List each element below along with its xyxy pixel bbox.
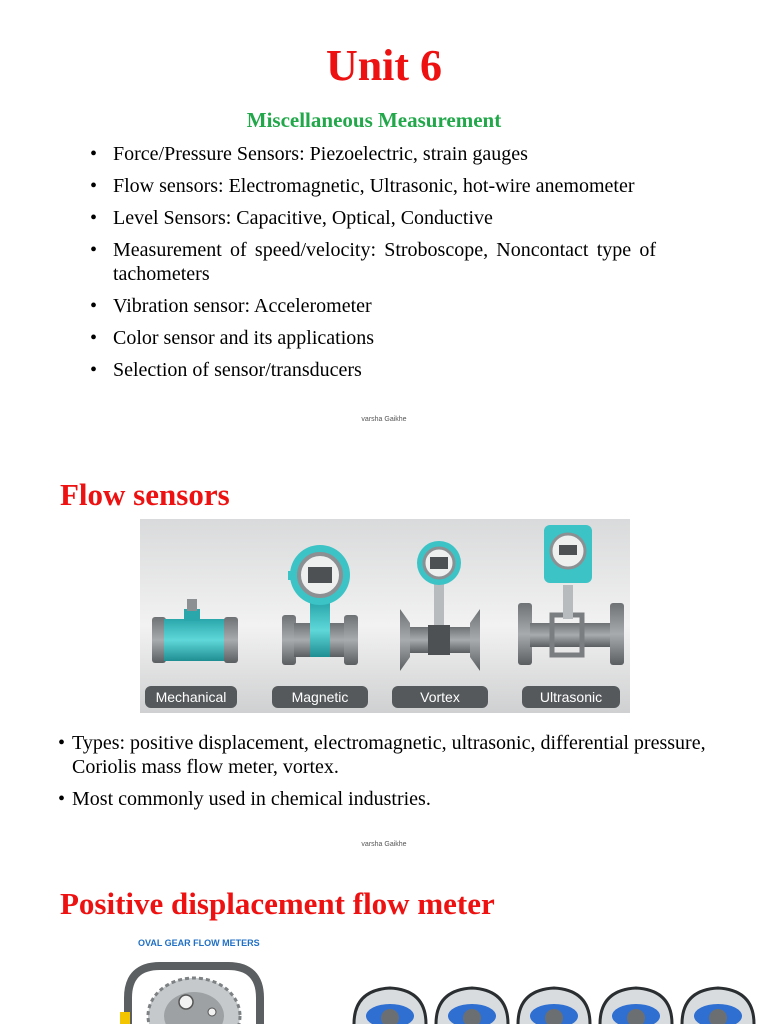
slide-unit-6 (0, 0, 768, 440)
list-item: • Selection of sensor/transducers (90, 358, 656, 382)
label-mechanical: Mechanical (155, 689, 227, 705)
slide-title: Positive displacement flow meter (60, 886, 495, 921)
author-credit: varsha Gaikhe (361, 841, 407, 848)
image-caption: OVAL GEAR FLOW METERS (138, 938, 260, 948)
slide-flow-sensors (0, 455, 768, 855)
slide-title: Flow sensors (60, 477, 230, 512)
label-ultrasonic: Ultrasonic (539, 689, 603, 705)
author-credit: varsha Gaikhe (361, 416, 407, 423)
topic-list (90, 142, 656, 390)
slide-subtitle: Miscellaneous Measurement (246, 108, 502, 132)
label-vortex: Vortex (420, 689, 460, 705)
oval-gear-cycle-images (350, 982, 760, 1024)
label-magnetic: Magnetic (291, 689, 349, 705)
list-item: • Flow sensors: Electromagnetic, Ultrasonic, hot-wire anemometer (90, 174, 656, 198)
list-item: • Measurement of speed/velocity: Stroboscope, Noncontact type of tachometers (90, 238, 656, 286)
list-item: • Level Sensors: Capacitive, Optical, Conductive (90, 206, 656, 230)
list-item: • Most commonly used in chemical industries. (58, 787, 718, 811)
list-item: • Color sensor and its applications (90, 326, 656, 350)
slide-positive-displacement (0, 870, 768, 1024)
slide-title: Unit 6 (325, 41, 443, 90)
list-item: • Types: positive displacement, electromagnetic, ultrasonic, differential pressure, Coriolis mass flow meter, vortex. (58, 731, 718, 779)
flow-sensor-types-image (140, 519, 630, 713)
oval-gear-meter-image (120, 954, 268, 1024)
flow-sensor-notes (58, 731, 718, 819)
list-item: • Force/Pressure Sensors: Piezoelectric, strain gauges (90, 142, 656, 166)
list-item: • Vibration sensor: Accelerometer (90, 294, 656, 318)
